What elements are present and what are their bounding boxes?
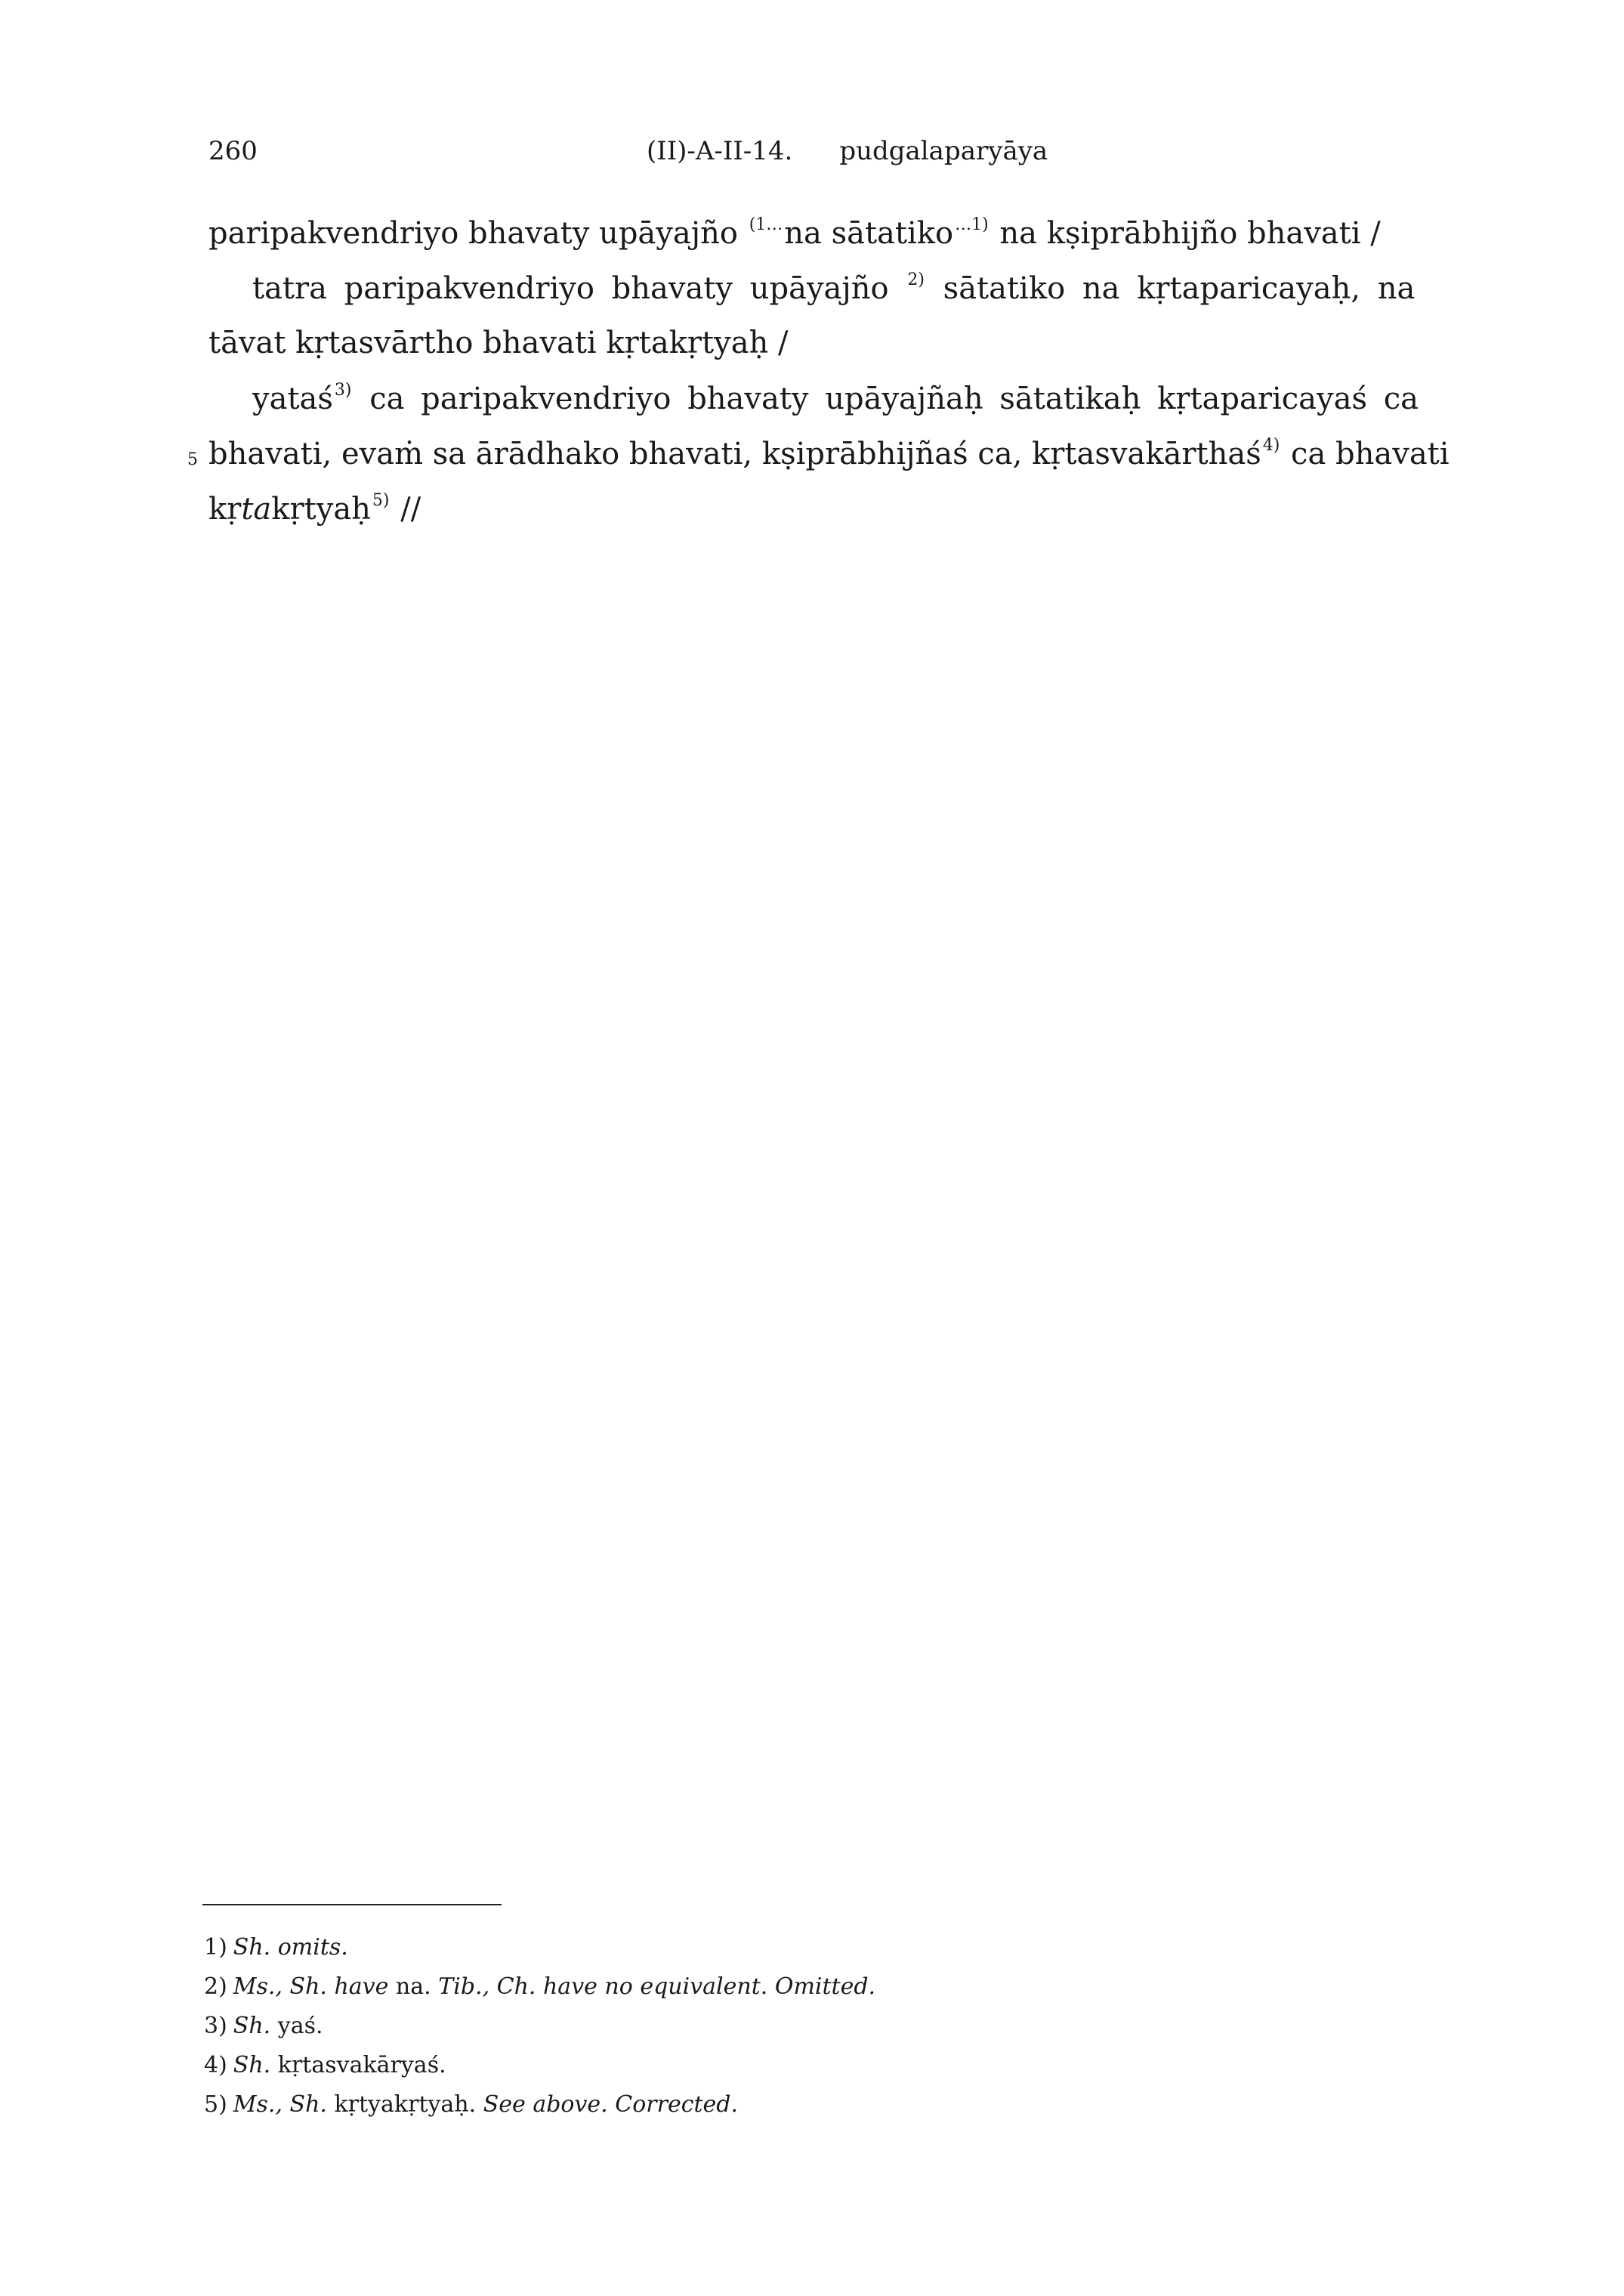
footnote-text-italic: Ms., Sh. have [233, 1973, 389, 2000]
text-segment: yataś [252, 382, 333, 416]
footnote-marker: 3) [334, 381, 352, 400]
text-line-4 [252, 381, 1419, 416]
text-line-3 [208, 326, 789, 360]
footnote-text: kṛtyakṛtyaḥ. [334, 2091, 477, 2118]
text-line-6 [208, 491, 421, 527]
footnote-number: 4) [204, 2052, 227, 2078]
footnote-divider [202, 1904, 502, 1905]
footnote-marker: …1) [955, 215, 989, 234]
footnote-text-italic: Sh. omits. [233, 1934, 348, 1961]
text-line-2 [252, 270, 1415, 306]
footnote-marker: (1… [749, 215, 783, 234]
footnote-text-italic: Sh. [233, 2013, 271, 2039]
footnote-4 [204, 2052, 446, 2078]
text-segment: tatra paripakvendriyo bhavaty upāyajño [252, 271, 889, 306]
text-segment: bhavati, evaṁ sa ārādhako bhavati, kṣiprābhijñaś ca, kṛtasvakārthaś [208, 437, 1261, 471]
running-head [647, 136, 1048, 166]
footnote-marker: 5) [372, 491, 390, 510]
text-segment: ca paripakvendriyo bhavaty upāyajñaḥ sātatikaḥ kṛtaparicayaś ca [369, 382, 1419, 416]
text-line-5 [208, 436, 1450, 471]
footnote-2 [204, 1973, 875, 2000]
text-segment: paripakvendriyo bhavaty upāyajño [208, 216, 738, 251]
footnote-number: 1) [204, 1934, 227, 1961]
footnote-text: yaś. [277, 2013, 323, 2039]
footnote-text: na. [395, 1973, 431, 2000]
section-id: (II)-A-II-14. [647, 136, 793, 166]
page-number: 260 [208, 136, 258, 166]
footnote-text-italic: See above. Corrected. [483, 2091, 739, 2118]
footnote-1 [204, 1934, 348, 1961]
text-segment: kṛtyaḥ [271, 492, 371, 527]
text-segment: sātatiko na kṛtaparicayaḥ, na [943, 271, 1416, 306]
footnote-text-italic: Ms., Sh. [233, 2091, 327, 2118]
footnote-text-italic: Sh. [233, 2052, 271, 2078]
footnote-number: 2) [204, 1973, 227, 2000]
line-number: 5 [187, 450, 198, 469]
text-segment-italic: ta [241, 492, 272, 527]
text-segment: na sātatiko [784, 216, 954, 251]
section-title: pudgalaparyāya [839, 136, 1048, 166]
text-segment: // [400, 492, 421, 527]
text-segment: tāvat kṛtasvārtho bhavati kṛtakṛtyaḥ / [208, 326, 789, 360]
footnote-text-italic: Tib., Ch. have no equivalent. Omitted. [438, 1973, 876, 2000]
footnote-5 [204, 2091, 738, 2118]
footnote-marker: 4) [1262, 436, 1280, 455]
text-segment: ca bhavati [1291, 437, 1450, 471]
text-segment: kṛ [208, 492, 242, 527]
footnote-number: 3) [204, 2013, 227, 2039]
text-line-1 [208, 215, 1381, 251]
footnote-number: 5) [204, 2091, 227, 2118]
footnote-text: kṛtasvakāryaś. [277, 2052, 446, 2078]
footnote-marker: 2) [907, 270, 925, 289]
text-segment: na kṣiprābhijño bhavati / [999, 216, 1381, 251]
footnote-3 [204, 2013, 323, 2039]
